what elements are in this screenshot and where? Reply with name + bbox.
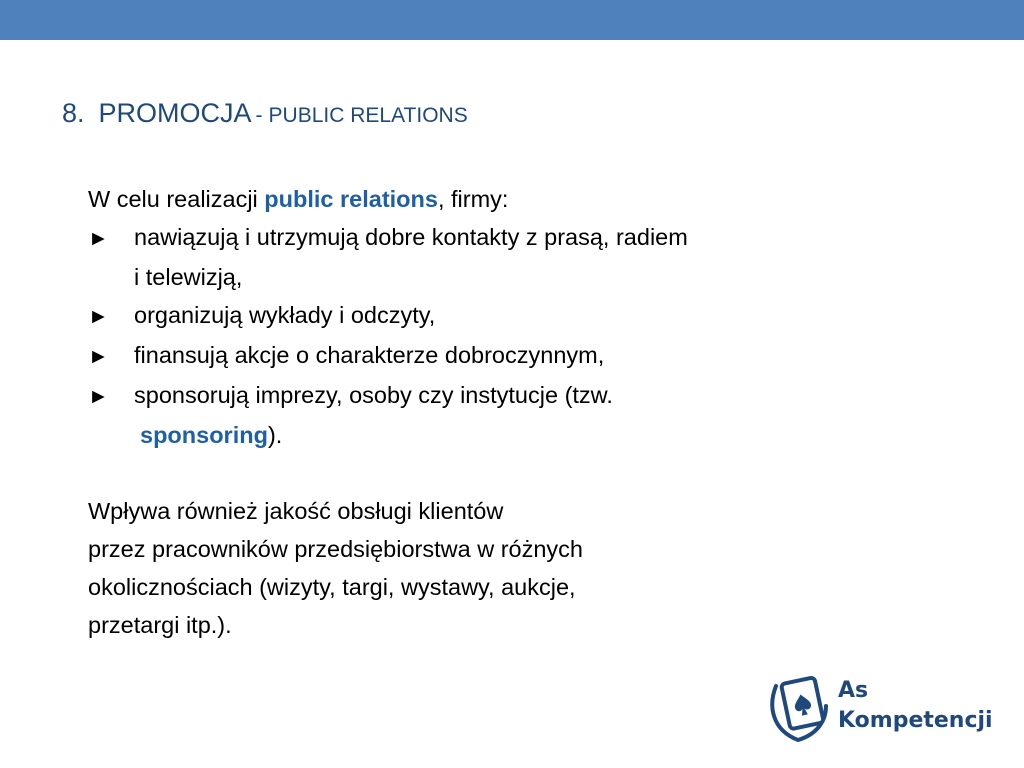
bullet-item	[88, 218, 908, 258]
title-subtitle: PUBLIC RELATIONS	[268, 104, 468, 127]
logo-line-1: As	[838, 678, 869, 703]
bullet-text: finansują akcje o charakterze dobroczynnym,	[134, 342, 605, 368]
logo-line-2: Kompetencji	[838, 708, 993, 733]
bullet-item	[88, 296, 908, 336]
paragraph-line: przez pracowników przedsiębiorstwa w różnych	[88, 536, 584, 562]
bullet-arrow-icon: ►	[88, 345, 109, 368]
logo-wordmark	[838, 676, 993, 736]
top-accent-bar	[0, 0, 1024, 40]
paragraph-line: Wpływa również jakość obsługi klientów	[88, 498, 504, 524]
bullet-arrow-icon: ►	[88, 227, 109, 250]
spade-card-logo-icon	[768, 672, 834, 744]
bullet-continuation	[88, 258, 908, 296]
slide-body	[88, 180, 908, 644]
bullet-highlight: sponsoring	[140, 422, 268, 448]
intro-prefix: W celu realizacji	[88, 186, 265, 212]
as-kompetencji-logo	[768, 672, 998, 744]
intro-suffix: , firmy:	[437, 186, 509, 212]
title-separator: -	[255, 104, 263, 127]
bullet-arrow-icon: ►	[88, 385, 109, 408]
paragraph-line: przetargi itp.).	[88, 612, 232, 638]
bullet-text: i telewizją,	[134, 264, 243, 290]
intro-highlight: public relations	[264, 186, 438, 212]
slide-title	[62, 98, 468, 129]
title-number: 8.	[62, 98, 85, 128]
bullet-text: organizują wykłady i odczyty,	[134, 302, 436, 328]
bullet-text: sponsorują imprezy, osoby czy instytucje (tzw.	[134, 382, 613, 408]
bullet-text: nawiązują i utrzymują dobre kontakty z prasą, radiem	[134, 224, 688, 250]
paragraph-spacer	[88, 454, 908, 492]
bullet-continuation	[88, 416, 908, 454]
intro-line	[88, 180, 908, 218]
title-main: PROMOCJA	[98, 98, 252, 128]
bullet-item	[88, 376, 908, 416]
bullet-text: ).	[267, 422, 283, 448]
bullet-item	[88, 336, 908, 376]
paragraph-line: okolicznościach (wizyty, targi, wystawy, aukcje,	[88, 574, 576, 600]
bullet-arrow-icon: ►	[88, 305, 109, 328]
